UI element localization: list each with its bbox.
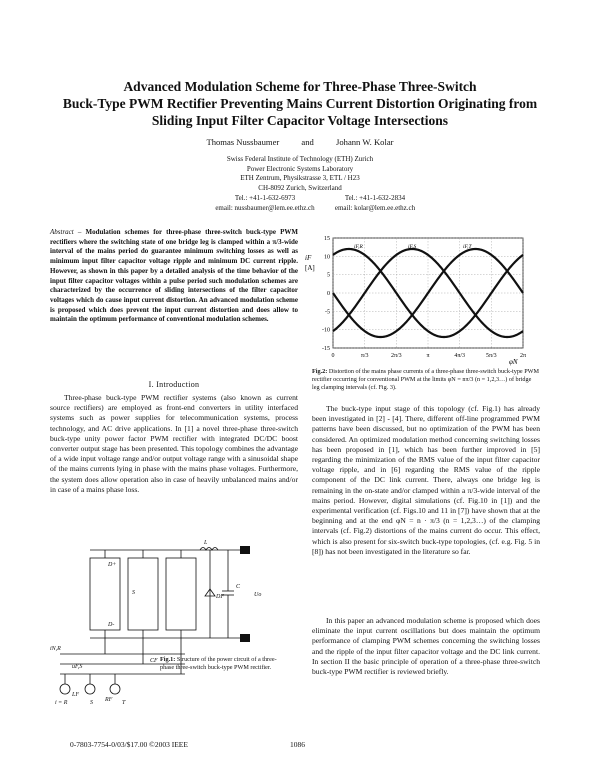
right-column-body [312,404,540,557]
title-line-1: Advanced Modulation Scheme for Three-Phase Three-Switch [123,79,477,94]
affiliation-line-3: ETH Zentrum, Physikstrasse 3, ETL / H23 [240,174,360,183]
affiliation [150,155,450,193]
svg-text:i = R: i = R [55,700,68,706]
chart-y-unit: [A] [305,264,315,272]
tel-1: Tel.: +41-1-632-6973 [234,194,296,202]
svg-text:L: L [204,540,208,546]
x-tick-label: π [426,353,430,359]
title-line-3: Sliding Input Filter Capacitor Voltage Intersections [151,113,449,128]
svg-text:C: C [236,584,241,590]
title-line-2: Buck-Type PWM Rectifier Preventing Mains Current Distortion Originating from [62,96,538,111]
chart-x-tick-labels [332,353,527,359]
svg-text:CF: CF [150,658,158,664]
x-tick-label: 0 [331,353,335,359]
svg-text:uF,S: uF,S [72,664,83,670]
fig1-circuit-diagram [50,536,300,706]
x-tick-label: 5π/3 [485,353,497,359]
fig1-label: Fig.1: [160,656,176,663]
affiliation-line-1: Swiss Federal Institute of Technology (ETH) Zurich [226,155,374,163]
abstract [50,228,298,325]
right-column-body-2 [312,616,540,677]
tel-2: Tel.: +41-1-632-2834 [344,194,406,202]
y-tick-label: -10 [322,327,330,334]
series-label-r: iF,R [354,244,363,250]
svg-text:S: S [132,590,135,596]
affiliation-line-4: CH-8092 Zurich, Switzerland [258,183,342,192]
footer-copyright: 0-7803-7754-0/03/$17.00 ©2003 IEEE [70,740,188,749]
y-tick-label: 0 [327,291,330,297]
y-tick-label: -5 [325,309,330,316]
series-label-t: iF,T [463,244,472,250]
email-2: email: kolar@lem.ee.ethz.ch [334,203,416,212]
abstract-label: Abstract – [50,228,82,236]
y-tick-label: -15 [322,346,330,352]
author-conjunction: and [301,137,314,147]
series-label-s: iF,S [408,244,417,250]
svg-text:RF: RF [105,697,113,703]
chart-y-tick-labels [322,236,330,352]
author-2: Johann W. Kolar [336,137,394,147]
svg-text:Uo: Uo [254,592,262,598]
fig2-chart [303,230,540,366]
fig2-caption [312,368,540,392]
author-1: Thomas Nussbaumer [206,137,280,147]
svg-text:D+: D+ [108,562,117,568]
right-paragraph-1: The buck-type input stage of this topology (cf. Fig.1) has already been investigated in [2] - [4]. There, different off-line programmed PWM patterns have been discussed, but no optimization of the PWM has been considered. An optimized modulation method concerning switching losses has been proposed in [1], which has been further improved in [5] regarding the minimization of the RMS value of the input filter capacitor voltage ripple, and in [6] regarding the RMS value of the ripple component of the DC link current. There, always one bridge leg is remaining in the on-state and/or clamped within a π/3-wide interval of the mains period. However, digital simulations (cf. Fig.10 in [1]) and the experimental verification (cf. Figs.10 and 11 in [7]) have shown that at the beginning and at the end φN = n · π/3 (n = 1,2,3…) of the clamping intervals (cf. Fig.2) distortions of the mains current do occur. This effect, which is also present for six-switch buck-type topologies, (cf. e.g. Fig. 5 in [8]) has not been investigated in the literature so far. [312,404,540,556]
contact-author-2 [300,194,450,213]
fig2-caption-text: Distortion of the mains phase currents of a three-phase three-switch buck-type PWM rectifier occurring for conventional PWM at the limits φN = nπ/3 (n = 1,2,3…) of bridge leg clamping intervals (cf. Fig. 3). [312,368,539,391]
y-tick-label: 15 [324,236,330,242]
email-1: email: nussbaumer@lem.ee.ethz.ch [215,203,315,212]
x-tick-label: 2π [519,353,527,359]
paper-title [40,78,560,129]
y-tick-label: 10 [324,254,330,261]
right-paragraph-2: In this paper an advanced modulation scheme is proposed which does eliminate the input current oscillations but does maintain the optimum performance of clamping PWM schemes concerning the switching losses and the ripple of the input filter capacitor voltage and the DC link current. In section II the basic principle of operation of a three-phase three-switch buck-type PWM rectifier is reviewed briefly. [312,616,540,677]
introduction-paragraph-1: Three-phase buck-type PWM rectifier systems (also known as current source rectifiers) are employed as front-end converters in utility interfaced systems such as power supplies for telecommunication systems, process technology, and AC drive applications. In [1] a novel three-phase three-switch buck-type unity power factor PWM rectifier with integrated DC/DC boost converter output stage has been presented. This topology combines the advantage of a wide input voltage range and/or output voltage range with a sinusoidal shape of the mains currents lying in phase with the mains phase voltages. Furthermore, the system does allow operation also in case of heavily unbalanced mains and/or in case of a mains phase loss. [50,393,298,494]
abstract-text: Modulation schemes for three-phase three-switch buck-type PWM rectifiers where the switching state of one bridge leg is clamped within a π/3-wide interval of the mains period do guarantee minimum switching losses as well as minimum input filter capacitor voltage ripple and minimum DC current ripple. However, as shown in this paper by a detailed analysis of the time behavior of the input filter capacitor voltages within a pulse period such modulation schemes are characterized by the occurrence of sliding intersections of the filter capacitor voltages which do cause input current distortion. An advanced modulation scheme is proposed which does prevent the input current distortion and does allow to maintain the optimum performance of conventional modulation schemes. [50,228,298,324]
authors [150,137,450,147]
section-heading-introduction: I. Introduction [148,380,200,389]
y-tick-label: 5 [327,272,330,279]
svg-text:iN,R: iN,R [50,646,61,652]
x-tick-label: π/3 [360,353,369,359]
affiliation-line-2: Power Electronic Systems Laboratory [246,164,354,173]
introduction-body [50,393,298,495]
svg-text:S: S [90,700,93,706]
chart-y-label: iF [305,254,312,262]
x-tick-label: 2π/3 [390,353,402,359]
fig2-label: Fig.2: [312,368,328,375]
footer-page-number: 1086 [290,740,305,749]
fig1-caption [160,656,290,672]
chart-x-label: φN [509,358,518,366]
svg-text:LF: LF [72,692,80,698]
x-tick-label: 4π/3 [454,353,466,359]
svg-text:T: T [122,700,126,706]
svg-text:DF: DF [216,594,224,600]
fig1-caption-text: Structure of the power circuit of a three-phase three-switch buck-type PWM rectifier. [160,656,277,671]
svg-text:D-: D- [108,622,115,628]
